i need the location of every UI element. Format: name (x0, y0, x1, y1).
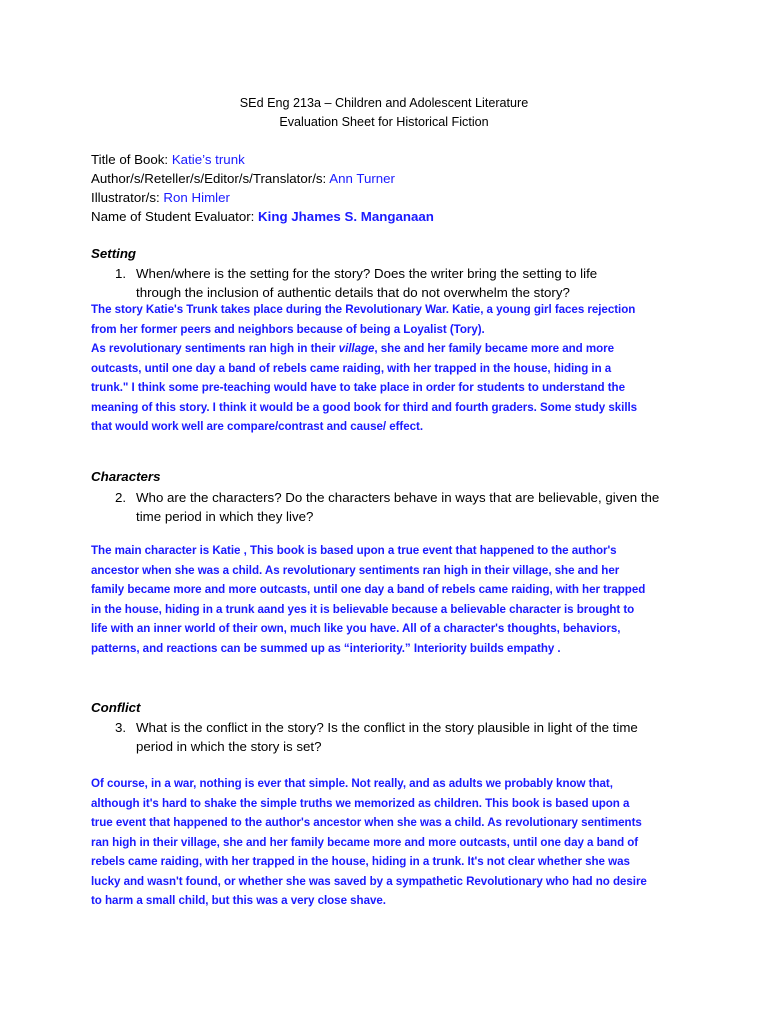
answer-line: in the house, hiding in a trunk aand yes it is believable because a believable character is brought to (91, 602, 635, 616)
author-value: Ann Turner (329, 171, 395, 186)
answer-fragment: As revolutionary sentiments ran high in their (91, 342, 339, 355)
student-label: Name of Student Evaluator: (91, 209, 259, 224)
answer-line: family became more and more outcasts, until one day a band of rebels came raiding, with her trapped (91, 583, 646, 596)
answer-line: that would work well are compare/contrast and cause/ effect. (91, 420, 424, 433)
answer-line: ran high in their village, she and her family became more and more outcasts, until one day a band of (91, 835, 639, 849)
student-value: King Jhames S. Manganaan (258, 209, 434, 224)
answer-line: outcasts, until one day a band of rebels came raiding, with her trapped in the house, hiding in a (91, 361, 612, 375)
answer-line: trunk." I think some pre-teaching would have to take place in order for students to understand the (91, 381, 625, 394)
characters-question-text (136, 488, 706, 526)
answer-line: life with an inner world of their own, much like you have. All of a character's thoughts, behaviors, (91, 622, 621, 635)
conflict-question-line: period in which the story is set? (136, 739, 322, 754)
answer-line: ancestor when she was a child. As revolutionary sentiments ran high in their village, she and her (91, 563, 620, 577)
answer-line: true event that happened to the author's ancestor when she was a child. As revolutionary sentiments (91, 816, 642, 829)
title-value: Katie’s trunk (171, 152, 245, 167)
title-label: Title of Book: (91, 152, 172, 167)
answer-line: from her former peers and neighbors because of being a Loyalist (Tory). (91, 322, 485, 336)
answer-line: The story Katie's Trunk takes place during the Revolutionary War. Katie, a young girl faces rejection (91, 303, 636, 316)
setting-question-line: through the inclusion of authentic details that do not overwhelm the story? (136, 285, 570, 300)
characters-question-line: Who are the characters? Do the characters behave in ways that are believable, given the (136, 490, 660, 505)
answer-line: Of course, in a war, nothing is ever that simple. Not really, and as adults we probably know that, (91, 777, 613, 790)
conflict-question-number: 3. (115, 720, 127, 735)
setting-heading: Setting (91, 246, 137, 261)
illustrator-label: Illustrator/s: (91, 190, 164, 205)
answer-line: lucky and wasn't found, or whether she was saved by a sympathetic Revolutionary who had no desire (91, 874, 647, 888)
conflict-question-text (136, 718, 706, 756)
sheet-title: Evaluation Sheet for Historical Fiction (279, 115, 489, 129)
setting-question-line: When/where is the setting for the story? Does the writer bring the setting to life (136, 266, 598, 281)
answer-line: although it's hard to shake the simple truths we memorized as children. This book is based upon a (91, 796, 630, 810)
characters-question-number: 2. (115, 490, 127, 505)
characters-answer (91, 541, 691, 658)
author-row (91, 169, 395, 188)
answer-line: to harm a small child, but this was a very close shave. (91, 894, 386, 907)
course-title: SEd Eng 213a – Children and Adolescent Literature (239, 96, 529, 110)
setting-question-text (136, 264, 706, 302)
answer-fragment: , she and her family became more and more (374, 342, 614, 355)
author-label: Author/s/Reteller/s/Editor/s/Translator/s: (91, 171, 330, 186)
conflict-answer (91, 774, 691, 911)
title-row (91, 150, 245, 169)
answer-emphasis: village (338, 342, 375, 355)
illustrator-row (91, 188, 230, 207)
answer-line: rebels came raiding, with her trapped in the house, hiding in a trunk. It's not clear whether she was (91, 855, 630, 868)
answer-line: meaning of this story. I think it would be a good book for third and fourth graders. Some study skills (91, 400, 638, 414)
characters-question-line: time period in which they live? (136, 509, 314, 524)
characters-heading: Characters (91, 469, 161, 484)
student-row (91, 207, 434, 226)
answer-line (91, 339, 691, 359)
conflict-heading: Conflict (91, 700, 141, 715)
conflict-question-line: What is the conflict in the story? Is the conflict in the story plausible in light of the time (136, 720, 638, 735)
illustrator-value: Ron Himler (163, 190, 230, 205)
setting-answer (91, 300, 691, 437)
answer-line: The main character is Katie , This book is based upon a true event that happened to the author's (91, 544, 617, 557)
setting-question-number: 1. (115, 266, 127, 281)
answer-line: patterns, and reactions can be summed up as “interiority.” Interiority builds empathy . (91, 641, 561, 655)
